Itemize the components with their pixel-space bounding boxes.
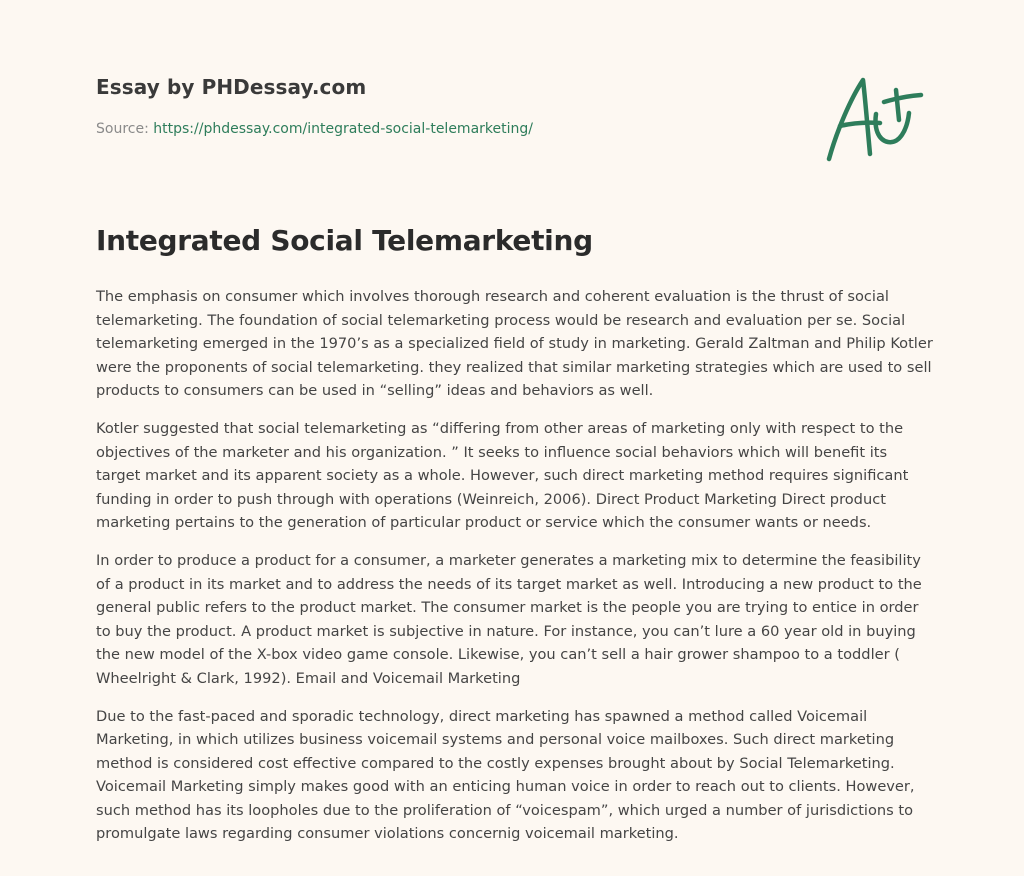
source-link[interactable]: https://phdessay.com/integrated-social-telemarketing/	[153, 121, 533, 137]
site-brand: Essay by PHDessay.com	[96, 75, 367, 99]
article-paragraph: The emphasis on consumer which involves thorough research and coherent evaluation is the thrust of social telemarketing. The foundation of social telemarketing process would be research and evaluation per se. Social telemarketing emerged in the 1970’s as a specialized field of study in marketing. Gerald Zaltman and Philip Kotler were the proponents of social telemarketing. they realized that similar marketing strategies which are used to sell products to consumers can be used in “selling” ideas and behaviors as well.	[96, 288, 933, 400]
page-header	[96, 75, 796, 137]
article-body	[96, 285, 936, 860]
article-title: Integrated Social Telemarketing	[96, 224, 593, 257]
source-label: Source:	[96, 121, 154, 137]
article-paragraph: Kotler suggested that social telemarketing as “differing from other areas of marketing only with respect to the objectives of the marketer and his organization. ” It seeks to influence social behaviors which will benefit its target market and its apparent society as a whole. However, such direct marketing method requires significant funding in order to push through with operations (Weinreich, 2006). Direct Product Marketing Direct product marketing pertains to the generation of particular product or service which the consumer wants or needs.	[96, 419, 909, 532]
article-paragraph: Due to the fast-paced and sporadic technology, direct marketing has spawned a method called Voicemail Marketing, in which utilizes business voicemail systems and personal voice mailboxes. Such direct marketing method is considered cost effective compared to the costly expenses brought about by Social Telemarketing. Voicemail Marketing simply makes good with an enticing human voice in order to reach out to clients. However, such method has its loopholes due to the proliferation of “voicespam”, which urged a number of jurisdictions to promulgate laws regarding consumer violations concernig voicemail marketing.	[96, 707, 915, 843]
article-paragraph: In order to produce a product for a consumer, a marketer generates a marketing mix to determine the feasibility of a product in its market and to address the needs of its target market as well. Introducing a new product to the general public refers to the product market. The consumer market is the people you are trying to entice in order to buy the product. A product market is subjective in nature. For instance, you can’t lure a 60 year old in buying the new model of the X-box video game console. Likewise, you can’t sell a hair grower shampoo to a toddler ( Wheelright & Clark, 1992). Email and Voicemail Marketing	[96, 551, 922, 687]
a-plus-grade-icon	[820, 68, 930, 168]
source-line	[96, 121, 796, 137]
